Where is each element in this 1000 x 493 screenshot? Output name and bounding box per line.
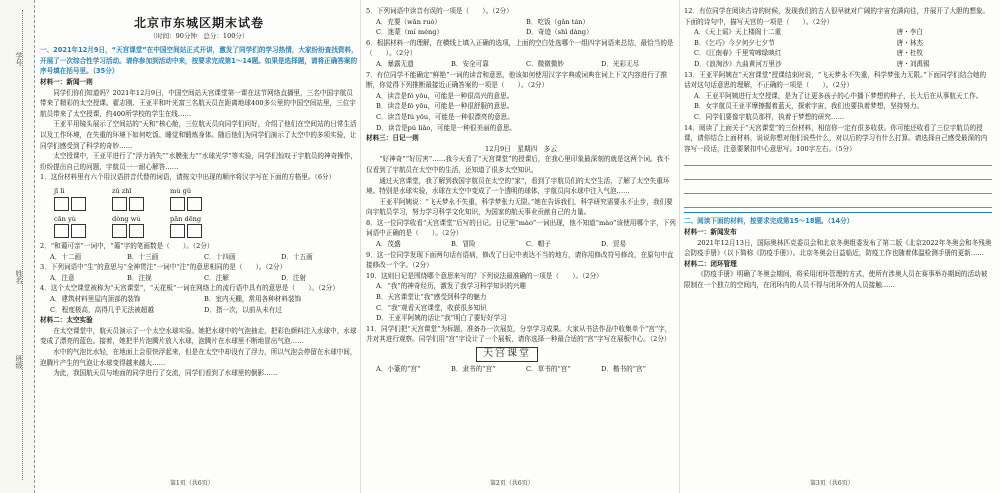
answer-box[interactable] (170, 197, 185, 211)
answer-line[interactable] (684, 154, 992, 166)
option[interactable]: C．“我”观看天宫课堂，收获很多知识 (376, 303, 487, 312)
paragraph: 太空授课中，王亚平进行了“浮力消失”“水膜张力”“水球光学”等实验，同学们惊叹于宇航员的神奇操作，纷纷提出自己的问题，宇航员一一耐心解答…… (40, 152, 357, 171)
answer-box-group: jī lì (54, 186, 86, 211)
question-6: 6．根据材料一的理解，在横线上填入正确的选项，上面的空白处选哪个一组四字词语来总结，最恰当的是（ ）。（2分） (366, 38, 674, 58)
answer-line[interactable] (684, 196, 992, 208)
page-divider (360, 0, 361, 493)
option[interactable]: B．注视 (127, 273, 152, 282)
option[interactable]: A．建筑材料里屋内顶部的装饰 (50, 295, 141, 304)
question-2: 2．“和蔼可亲”一词中，“蔼”字的笔画数是（ ）。（2分） (40, 242, 214, 251)
material-heading: 材料二：太空实验 (40, 316, 93, 325)
page-3 (684, 6, 992, 290)
poem-option[interactable]: A．《天上谣》天上楼阁十二重 唐・李白 (694, 28, 923, 37)
answer-box[interactable] (112, 224, 127, 238)
options (50, 294, 358, 315)
option[interactable]: C．微微微妙 (526, 59, 565, 68)
option[interactable]: D．注射 (281, 273, 307, 282)
option[interactable]: A．充要（wǎn ruò） (376, 17, 442, 26)
question-4: 4．这个太空课堂被称为“天宫课堂”，“天花板”一词在网络上的流行语中具有的意思是（ ）。（2分） (40, 284, 339, 293)
option[interactable]: D．读音是pǔ liǎo，可能是一种很美丽的意思。 (376, 123, 517, 132)
binding-gutter (0, 0, 35, 493)
option[interactable]: D．十五画 (281, 252, 313, 261)
material-heading: 材料一：新闻一则 (40, 77, 93, 86)
answer-box[interactable] (129, 197, 144, 211)
option[interactable]: D．贸易 (601, 240, 627, 249)
answer-box[interactable] (54, 197, 69, 211)
answer-box[interactable] (170, 224, 185, 238)
answer-box-group: mù gǔ (170, 186, 202, 211)
answer-box[interactable] (71, 197, 86, 211)
question-3: 3．下列词语中“生”的意思与“全神贯注”一词中“注”的意思相同的是（ ）。（2分） (40, 263, 287, 272)
poem-option[interactable]: C．《江南春》千里莺啼绿映红 唐・杜牧 (694, 49, 923, 58)
option[interactable]: B．女宇航员王亚平摩擦握着蓝天，探索宇宙，我们也要执着梦想，坚持努力。 (694, 102, 924, 111)
paragraph: 同学们你们知道吗？2021年12月9日，中国空间站天宫课堂第一课在这节网络直播里，三名中国宇航员带来了精彩的太空授课。翟志刚、王亚平和叶光富三名航天员在距离地球400多公里的中国空间站里，三位宇航员带来了太空授课，约400所学校的学生在线…… (40, 88, 356, 118)
question-5: 5．下列词语中读音有误的一项是（ ）。（2分） (366, 7, 513, 15)
option[interactable]: B．隶书的“宫” (451, 364, 496, 373)
paragraph: 王亚平用镜头展示了空间站的“天和”核心舱，三位航天员向同学们问好，介绍了他们在空间站的日常生活以及工作环境，在失重的环境下如何吃饭、睡觉和锻炼身体。随后他们为同学们演示了太空中的多项实验，让同学们感受到了科学的奇妙…… (40, 120, 357, 150)
options (376, 17, 676, 38)
poem-option[interactable]: B．《乞巧》今夕何夕七夕节 唐・林杰 (694, 38, 923, 47)
page-number: 第1页（共6页） (170, 480, 214, 487)
answer-boxes-row (54, 186, 358, 211)
page-number: 第2页（共6页） (490, 480, 534, 487)
gutter-label-class: 班级 (15, 355, 23, 369)
option[interactable]: B．十三画 (127, 252, 159, 261)
page-number: 第3页（共6页） (810, 480, 854, 487)
question-10: 10．这则日记是围绕哪个意思来写的？下列说法最准确的一项是（ ）。（2分） (366, 271, 603, 280)
option[interactable]: A．注意 (50, 273, 75, 282)
exam-info: （时间：90分钟 总分：100分） (149, 31, 249, 40)
option[interactable]: C．同学们要像宇航员那样，执着于梦想的研究…… (694, 112, 845, 121)
section-divider (684, 212, 992, 213)
exam-title: 北京市东城区期末试卷 (133, 16, 264, 30)
option[interactable]: B．室内天棚，常用各种材料装饰 (204, 295, 302, 304)
option[interactable]: C．草书的“宫” (526, 364, 571, 373)
option[interactable]: A．读音是fǒ yōu，可能是一种很高兴的意思。 (376, 91, 514, 100)
paragraph: 为此，我国航天员与地面的同学进行了交流，同学们看到了水球里的倒影…… (53, 369, 278, 378)
answer-box[interactable] (112, 197, 127, 211)
paragraph: 在太空课堂中，航天员演示了一个太空水球实验。她把水球中的气泡抽走，把彩色颜料注入水球中，水球变成了漂亮的蓝色。接着，她把半片泡腾片放入水球，泡腾片在水球里不断地冒出气泡…… (40, 326, 357, 346)
answer-box-group: zǔ zhī (112, 186, 144, 211)
material-heading: 材料三：日记一则 (366, 134, 419, 143)
option[interactable]: C．迷蒙（mí méng） (376, 28, 444, 37)
answer-box[interactable] (187, 197, 202, 211)
answer-box-group: pān dēng (170, 214, 202, 239)
paragraph: 通过天宫课堂，我了解到我国宇航员在太空的“家”，看到了宇航员们的太空生活，了解了太空失重环境。特别是水球实验，水球在太空中变成了一个透明的球体，宇航员向水球中注入气泡…… (366, 176, 670, 196)
options (376, 364, 676, 375)
question-14: 14．阅读了上面关于“天宫课堂”的三份材料，相信你一定有很多收获。你可能还收看了三位宇航员的授课，请你结合上面材料，说说你想对他们说些什么，对以后的学习有什么打算。请选择自己感受最深的内容写一段话，注意要紧扣中心意思写。100字左右。（5分） (684, 123, 988, 153)
paragraph: 王亚平阿姨说：“飞天梦永不失重，科学梦张力无限。”她在告诉我们，科学研究需要永不止步，我们要向宇航员学习，努力学习科学文化知识，为国家的航天事业贡献自己的力量。 (366, 197, 673, 217)
answer-box[interactable] (54, 224, 69, 238)
paragraph: 《防疫手册》明确了冬奥会期间，将采用闭环管理的方式，使所有涉奥人员在赛事举办期间的活动被限制在一个独立的空间内，在闭环内的人员不得与闭环外的人员接触…… (684, 270, 988, 289)
answer-box[interactable] (71, 224, 86, 238)
paragraph: 水中的气泡比水轻，在地面上会很快浮起来，但是在太空中却没有了浮力，所以气泡会停留在水球中间，泡腾片产生的气泡让水球变得越来越大…… (40, 348, 357, 367)
option[interactable]: B．天宫课堂让“我”感受到科学的魅力 (376, 293, 487, 302)
option[interactable]: C．注解 (204, 273, 229, 282)
answer-line[interactable] (684, 182, 992, 194)
option[interactable]: C．帽子 (526, 240, 551, 249)
answer-box-group: cān yù (54, 214, 86, 239)
option[interactable]: C．程度极高，高得几乎无法被超越 (50, 305, 154, 314)
gutter-label-id: 学号 (15, 52, 23, 66)
options (694, 91, 992, 123)
section-1-instruction: 一、2021年12月9日，“天宫课堂”在中国空间站正式开讲，激发了同学们的学习热情，大家纷纷查找资料，开展了一次综合性学习活动。请你参加到活动中来，按要求完成第1～14题。如果是选择题，请将正确答案的序号填在括号里。（35分） (40, 46, 358, 76)
option[interactable]: D．王亚平阿姨的话让“我”明白了要好好学习 (376, 314, 507, 323)
question-8: 8．这一位同学收看“天宫课堂”后写的日记。日记里“mào”一词出现，他不知道“mào”该使用哪个字，下列词语中正确的是（ ）。（2分） (366, 218, 676, 238)
option[interactable]: D．指一次，以前从未有过 (204, 305, 282, 314)
answer-box[interactable] (187, 224, 202, 238)
section-2-instruction: 二、阅读下面的材料，按要求完成第15～18题。（14分） (684, 217, 854, 226)
page-divider (679, 0, 680, 493)
answer-box[interactable] (129, 224, 144, 238)
diary-date: 12月9日 星期四 多云 (485, 144, 557, 153)
option[interactable]: A．“我”的神奇经历，激发了我学习科学知识的兴趣 (376, 282, 526, 291)
paragraph: 2021年12月13日，国际奥林匹克委员会和北京冬奥组委发布了第二版《北京2022年冬奥会和冬残奥会防疫手册》（以下简称《防疫手册》）。北京冬奥会日益临近，防疫工作也随着体温检测手册的更新…… (684, 238, 992, 258)
material-heading: 材料二：闭环管理 (684, 259, 737, 268)
options (376, 239, 676, 250)
question-11: 11．同学们把“天宫课堂”为标题，准备办一次展览，分享学习成果。大家从书法作品中收集单个“宫”字，并对其进行观察。同学们用“宫”字设计了一个展板，请你选择一种最合适的“宫”字写在展板中心。（2分） (366, 324, 672, 344)
page-1 (40, 6, 358, 379)
answer-line[interactable] (684, 168, 992, 180)
question-7: 7．有位同学不能确定“鲜艳”一词的读音和意思，他该如何使用汉字字典或词典在词上下文内容进行了推断，你觉得下列推断最接近正确答案的一项是（ ）。（2分） (366, 70, 668, 90)
option[interactable]: B．冒险 (451, 240, 476, 249)
options (50, 273, 358, 284)
gutter-label-name: 姓名 (15, 270, 23, 284)
question-9: 9．这一位同学发现下面两句话有语病，修改了日记中表达不当的地方，请你用修改符号修改，在原句中直接修改一个字。（2分） (366, 250, 674, 270)
options (376, 281, 676, 323)
option[interactable]: A．小篆的“宫” (376, 364, 421, 373)
options (376, 59, 676, 70)
option[interactable]: D．光彩无尽 (601, 59, 640, 68)
options (376, 91, 676, 133)
answer-boxes-row (54, 214, 358, 239)
option[interactable]: A．茂盛 (376, 240, 401, 249)
options (50, 252, 358, 263)
option[interactable]: B．吃饭（gǎn tán） (526, 17, 590, 26)
option[interactable]: A．暴露无遗 (376, 59, 414, 68)
option[interactable]: B．安全可靠 (451, 59, 489, 68)
question-12: 12．有位同学在阅读古诗的时候，发现我们的古人很早就对广阔的宇宙充满向往，并展开了大胆的想象。下面的诗句中，描写天宫的一项是（ ）。（2分） (684, 7, 990, 26)
display-board: 天宫课堂 (476, 347, 538, 362)
option[interactable]: B．读音是fǒ yōu，可能是一种很舒服的意思。 (376, 102, 514, 111)
option[interactable]: D．楷书的“宫” (601, 364, 646, 373)
option[interactable]: C．读音是fú yōu，可能是一种很漂亮的意思。 (376, 112, 514, 121)
paragraph: “好神奇”“好厉害”……我今天看了“天宫课堂”的授课后，在我心里印象最深刻的就是这两个词。我不仅看到了宇航员在太空中的生活，还知道了很多太空知识。 (366, 155, 670, 174)
option[interactable]: D．奇迹（shì dàng） (526, 28, 593, 37)
cut-line (22, 10, 23, 480)
option[interactable]: A．十二画 (50, 252, 82, 261)
answer-box-group: dòng wù (112, 214, 144, 239)
poem-option[interactable]: D．《浪淘沙》九曲黄河万里沙 唐・刘禹锡 (694, 59, 930, 68)
page-2 (366, 6, 676, 374)
option[interactable]: A．王亚平阿姨进行太空授课，是为了让更多孩子的心中播下梦想的种子，长大后在从事航天工作。 (694, 91, 983, 100)
option[interactable]: C．十四画 (204, 252, 236, 261)
question-13: 13．王亚平阿姨在“天宫课堂”授课结束时说，“飞天梦永不失重，科学梦张力无限。”下面同学们结合她的话对这句话意思的理解，不正确的一项是（ ）。（2分） (684, 70, 987, 90)
question-1: 1．这份材料里有六个用汉语拼音代替的词语，请按文中出现的顺序将汉字写在下面的方格里。（6分） (40, 173, 336, 182)
material-heading: 材料一：新闻发布 (684, 227, 737, 236)
